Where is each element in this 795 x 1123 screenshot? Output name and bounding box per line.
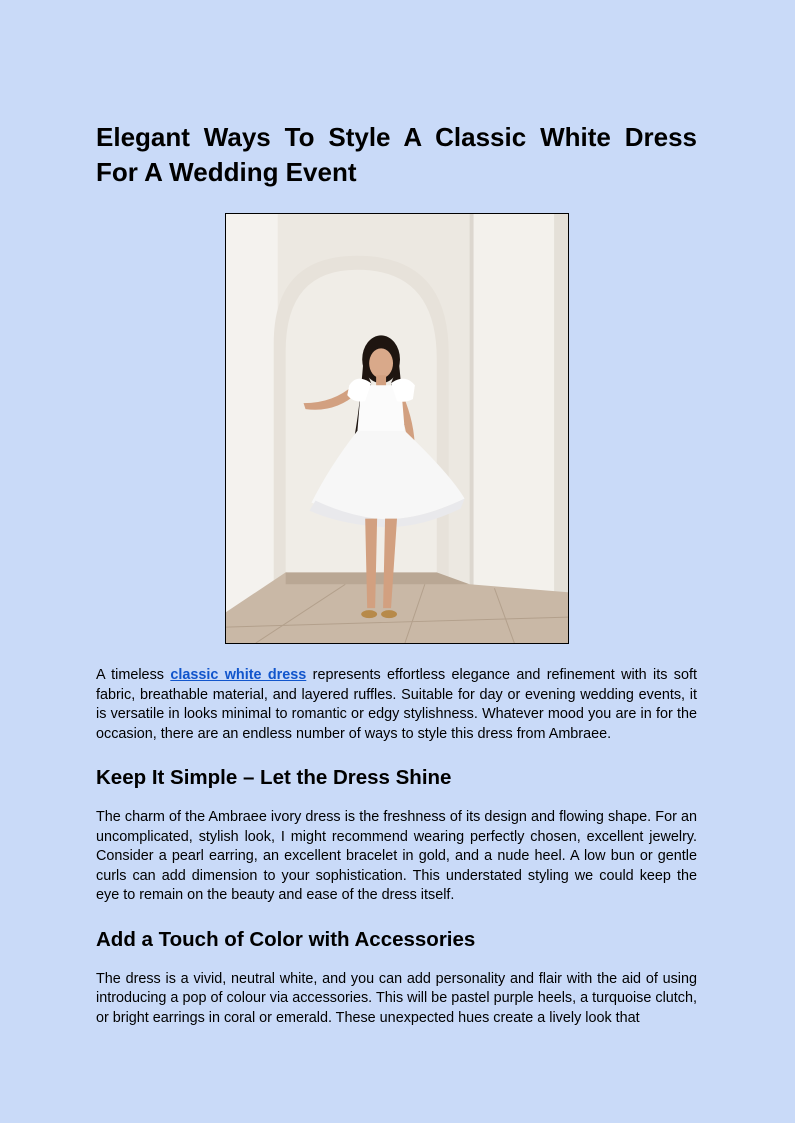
- page-title: Elegant Ways To Style A Classic White Dress For A Wedding Event: [96, 122, 697, 187]
- intro-text-after-link: represents effortless elegance and refinement with its soft fabric, breathable material, and layered ruffles. Suitable for day or evening wedding events, it is versatile in looks minimal to romantic or edgy stylishness. Whatever mood you are in for the occasion, there are an endless number of ways to style this dress from Ambraee.: [96, 667, 697, 742]
- intro-paragraph: [96, 666, 697, 744]
- document-page: [96, 120, 697, 1028]
- photo-illustration: [226, 214, 568, 643]
- dress-photo: [225, 213, 569, 644]
- section-heading-add-color: Add a Touch of Color with Accessories: [96, 927, 476, 951]
- section-body-add-color: The dress is a vivid, neutral white, and you can add personality and flair with the aid of using introducing a pop of colour via accessories. This will be pastel purple heels, a turquoise clutch, or bright earrings in coral or emerald. These unexpected hues create a lively look that: [96, 970, 697, 1026]
- section-body-keep-it-simple: The charm of the Ambraee ivory dress is the freshness of its design and flowing shape. For an uncomplicated, stylish look, I might recommend wearing perfectly chosen, excellent jewelry. Consider a pearl earring, an excellent bracelet in gold, and a nude heel. A low bun or gentle curls can add dimension to your sophistication. This understated styling we could keep the eye to remain on the beauty and ease of the dress itself.: [96, 809, 697, 903]
- classic-white-dress-link[interactable]: classic white dress: [170, 667, 307, 683]
- intro-text-before-link: A timeless: [96, 667, 171, 683]
- section-heading-keep-it-simple: Keep It Simple – Let the Dress Shine: [96, 766, 452, 789]
